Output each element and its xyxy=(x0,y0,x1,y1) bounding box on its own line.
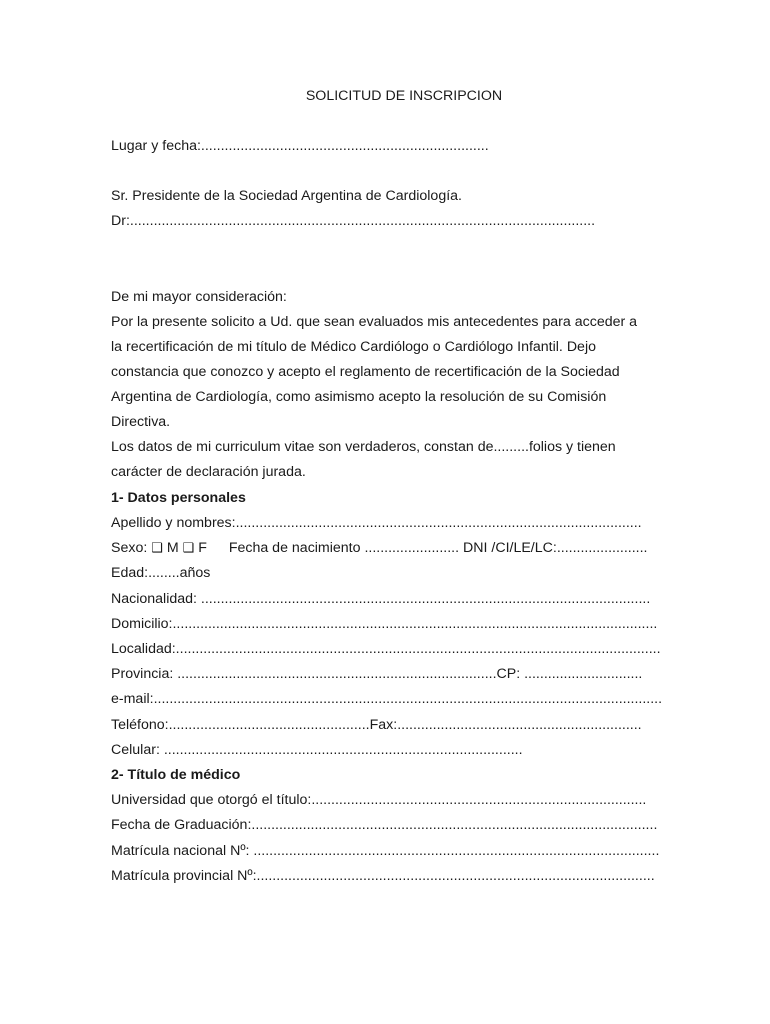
address-field: Domicilio:........................................................................................................................... xyxy=(111,616,658,632)
national-license-field: Matrícula nacional Nº: ....................................................................................................... xyxy=(111,843,660,859)
phone-fax-field: Teléfono:...................................................Fax:.............................................................. xyxy=(111,717,642,733)
body-line: constancia que conozco y acepto el reglamento de recertificación de la Sociedad xyxy=(111,364,620,380)
greeting-line: De mi mayor consideración: xyxy=(111,289,287,305)
mobile-field: Celular: ........................................................................................... xyxy=(111,742,523,758)
locality-field: Localidad:........................................................................................................................... xyxy=(111,641,661,657)
section-heading-personal: 1- Datos personales xyxy=(111,490,246,506)
body-line: Directiva. xyxy=(111,414,171,430)
sex-birth-id-line xyxy=(111,539,647,557)
section-heading-degree: 2- Título de médico xyxy=(111,767,241,783)
surname-field: Apellido y nombres:....................................................................................................... xyxy=(111,515,642,531)
body-line: carácter de declaración jurada. xyxy=(111,464,306,480)
checkbox-female-icon: ❑ xyxy=(182,540,195,555)
nationality-field: Nacionalidad: .................................................................................................................. xyxy=(111,591,651,607)
body-line: Por la presente solicito a Ud. que sean evaluados mis antecedentes para acceder a xyxy=(111,314,638,330)
checkbox-male-icon: ❑ xyxy=(151,540,163,555)
graduation-date-field: Fecha de Graduación:....................................................................................................... xyxy=(111,817,658,833)
age-field: Edad:........años xyxy=(111,565,211,581)
doctor-line: Dr:...................................................................................................................... xyxy=(111,213,596,229)
province-cp-field: Provincia: .................................................................................CP: .............................. xyxy=(111,666,643,682)
birth-id-fields: Fecha de nacimiento ........................ DNI /CI/LE/LC:....................... xyxy=(228,540,648,556)
place-date-line: Lugar y fecha:......................................................................... xyxy=(111,138,489,154)
provincial-license-field: Matrícula provincial Nº:..................................................................................................... xyxy=(111,868,655,884)
body-line: Los datos de mi curriculum vitae son verdaderos, constan de.........folios y tienen xyxy=(111,439,616,455)
addressee-line: Sr. Presidente de la Sociedad Argentina de Cardiología. xyxy=(111,188,462,204)
email-field: e-mail:................................................................................................................................. xyxy=(111,691,663,707)
body-line: Argentina de Cardiología, como asimismo acepto la resolución de su Comisión xyxy=(111,389,607,405)
sex-male-label: M xyxy=(166,540,179,556)
university-field: Universidad que otorgó el título:..................................................................................... xyxy=(111,792,647,808)
sex-female-label: F xyxy=(198,540,207,556)
document-title: SOLICITUD DE INSCRIPCION xyxy=(305,88,503,104)
body-line: la recertificación de mi título de Médico Cardiólogo o Cardiólogo Infantil. Dejo xyxy=(111,339,596,355)
sex-label: Sexo: xyxy=(111,540,148,556)
